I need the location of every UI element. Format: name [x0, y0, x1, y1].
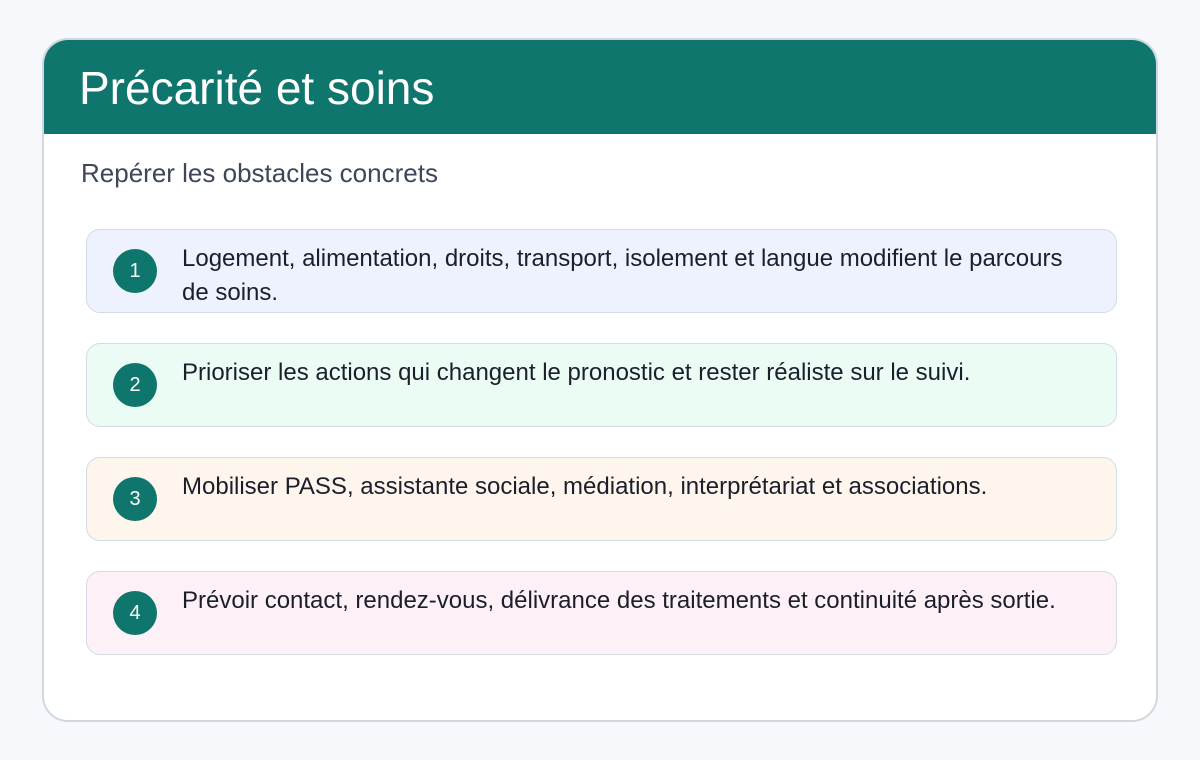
- step-number-badge: 2: [113, 363, 157, 407]
- list-item-text: Mobiliser PASS, assistante sociale, médiation, interprétariat et associations.: [182, 473, 988, 500]
- step-number-badge: 1: [113, 249, 157, 293]
- list-item-4: [86, 571, 1117, 655]
- subtitle: Repérer les obstacles concrets: [81, 158, 438, 188]
- page-title: Précarité et soins: [79, 62, 435, 114]
- list-item-text: Logement, alimentation, droits, transport, isolement et langue modifient le parcours de soins.: [182, 245, 1063, 306]
- list-item-1: [86, 229, 1117, 313]
- list-item-2: [86, 343, 1117, 427]
- step-number-badge: 4: [113, 591, 157, 635]
- header-bar: [42, 38, 1158, 134]
- step-number-badge: 3: [113, 477, 157, 521]
- slide-card: [42, 38, 1158, 722]
- list-item-text: Prévoir contact, rendez-vous, délivrance des traitements et continuité après sortie.: [182, 587, 1056, 614]
- list-item-3: [86, 457, 1117, 541]
- list-item-text: Prioriser les actions qui changent le pronostic et rester réaliste sur le suivi.: [182, 359, 971, 386]
